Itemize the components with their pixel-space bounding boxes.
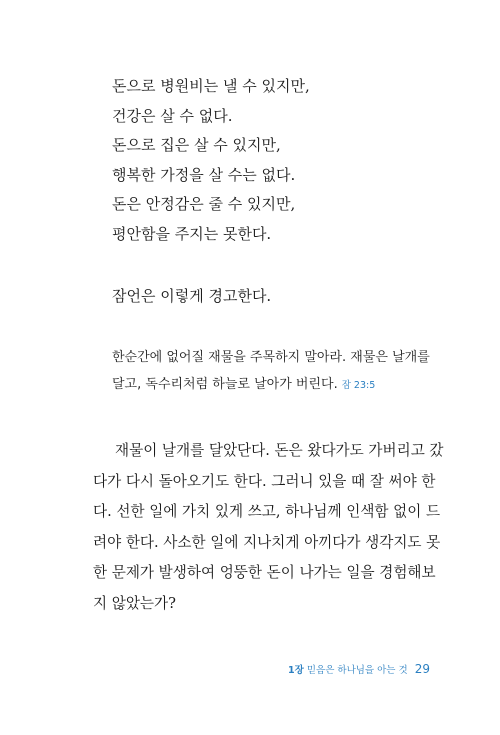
poem-line: 돈으로 병원비는 낼 수 있지만,	[112, 77, 310, 95]
paragraph-line: 한 문제가 발생하여 엉뚱한 돈이 나가는 일을 경험해보	[93, 564, 436, 581]
poem-line: 돈으로 집은 살 수 있지만,	[112, 136, 281, 154]
paragraph-line: 려야 한다. 사소한 일에 지나치게 아끼다가 생각지도 못	[93, 533, 441, 551]
proverb-intro: 잠언은 이렇게 경고한다.	[112, 287, 272, 305]
poem-line: 평안함을 주지는 못한다.	[112, 224, 272, 243]
page-number: 29	[414, 662, 430, 676]
page-footer	[288, 662, 430, 676]
poem-block	[112, 72, 310, 249]
poem-line: 건강은 살 수 없다.	[112, 106, 233, 125]
paragraph-line: 재물이 날개를 달았단다. 돈은 왔다가도 가버리고 갔	[115, 442, 444, 459]
poem-line: 행복한 가정을 살 수는 없다.	[112, 165, 296, 184]
quote-text: 한순간에 없어질 재물을 주목하지 말아라. 재물은 날개를 달고, 독수리처럼 하늘로 날아가 버린다.	[112, 350, 430, 392]
paragraph-line: 다. 선한 일에 가치 있게 쓰고, 하나님께 인색함 없이 드	[93, 503, 441, 520]
chapter-label: 1장	[288, 665, 304, 676]
paragraph-line: 지 않았는가?	[93, 594, 176, 612]
scripture-reference: 잠 23:5	[341, 380, 376, 391]
chapter-title: 믿음은 하나님을 아는 것	[306, 665, 408, 676]
poem-line: 돈은 안정감은 줄 수 있지만,	[112, 195, 296, 213]
scripture-quote	[112, 344, 430, 399]
paragraph-line: 다가 다시 돌아오기도 한다. 그러니 있을 때 잘 써야 한	[93, 472, 436, 490]
body-paragraph	[93, 436, 444, 619]
